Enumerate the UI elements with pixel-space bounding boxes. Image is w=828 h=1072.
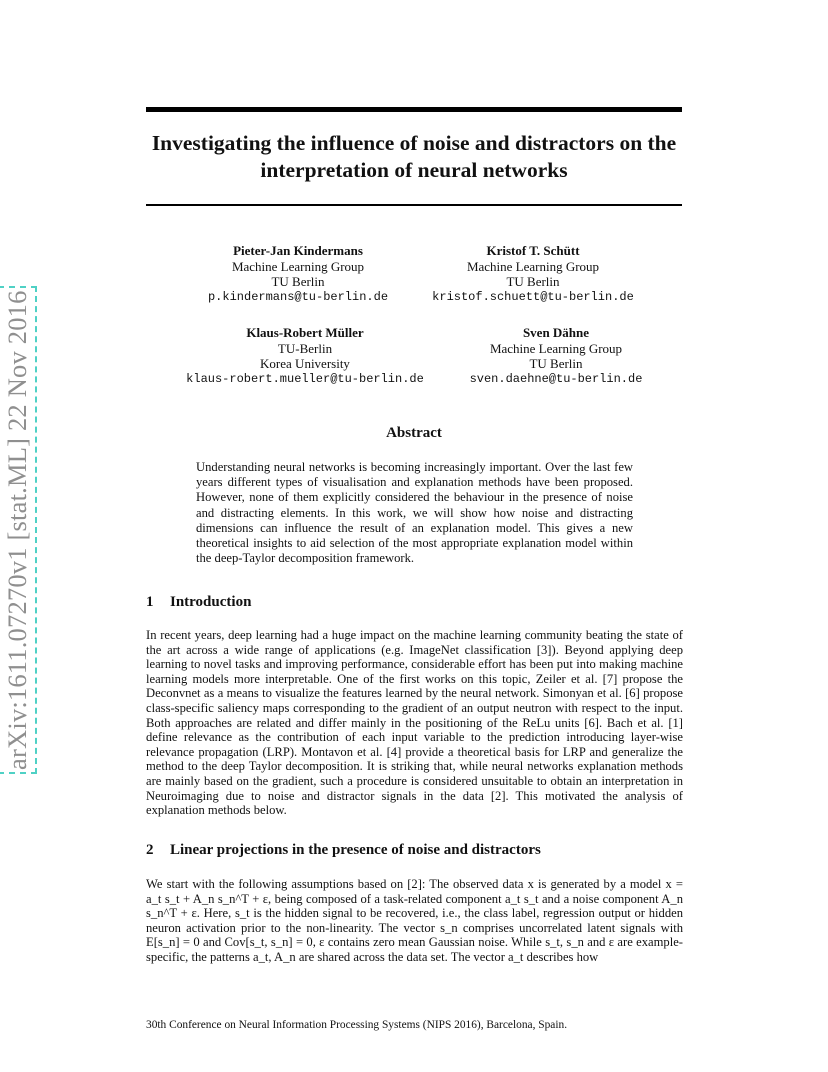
author-block <box>398 243 668 305</box>
section-paragraph: In recent years, deep learning had a huge impact on the machine learning community beating the state of the art across a wide range of applications (e.g. ImageNet classification [3]). Beyond applying deep learning to novel tasks and improving performance, considerable effort has been put into making machine learning models more interpretable. One of the first works on this topic, Zeiler et al. [7] propose the Deconvnet as a means to visualize the features learned by the neural network. Simonyan et al. [6] propose class-specific saliency maps corresponding to the gradient of an output neutron with respect to the input. Both approaches are related and differ mainly in the positioning of the ReLu units [6]. Bach et al. [1] define relevance as the contribution of each input variable to the prediction introducing layer-wise relevance propagation (LRP). Montavon et al. [4] provide a theoretical basis for LRP and generalize the method to the deep Taylor decomposition. It is striking that, while neural networks explanation methods are mainly based on the gradient, such a procedure is considered unsuitable to obtain an interpretation in Neuroimaging due to noise and distractor signals in the data [2]. This motivated the analysis of explanation methods below. <box>146 628 683 818</box>
author-block <box>170 325 440 387</box>
author-affiliation: Machine Learning Group <box>231 258 365 274</box>
author-affiliation: TU Berlin <box>271 274 325 290</box>
author-block <box>163 243 433 305</box>
conference-footer: 30th Conference on Neural Information Processing Systems (NIPS 2016), Barcelona, Spain. <box>146 1019 568 1031</box>
section-heading <box>146 594 251 611</box>
title-bottom-rule <box>146 204 682 206</box>
author-email[interactable]: kristof.schuett@tu-berlin.de <box>432 289 634 304</box>
author-name: Kristof T. Schütt <box>486 243 580 258</box>
title-top-rule <box>146 107 682 112</box>
author-email[interactable]: klaus-robert.mueller@tu-berlin.de <box>186 371 424 386</box>
section-number: 2 <box>146 842 154 858</box>
author-affiliation: TU Berlin <box>506 274 560 290</box>
section-title: Introduction <box>170 594 252 610</box>
arxiv-identifier[interactable]: arXiv:1611.07270v1 [stat.ML] 22 Nov 2016 <box>2 290 32 770</box>
author-name: Klaus-Robert Müller <box>246 325 364 340</box>
section-paragraph: We start with the following assumptions based on [2]: The observed data x is generated by a model x = a_t s_t + A_n s_n^T + ε, being composed of a task-related component a_t s_t and a noise component A_n s_n^T + ε. Here, s_t is the hidden signal to be recovered, i.e., the class label, regression output or hidden neuron activation prior to the non-linearity. The vector s_n comprises uncorrelated latent signals with E[s_n] = 0 and Cov[s_t, s_n] = 0, ε contains zero mean Gaussian noise. While s_t, s_n and ε are example-specific, the patterns a_t, A_n are shared across the data set. The vector a_t describes how <box>146 877 683 964</box>
author-email[interactable]: sven.daehne@tu-berlin.de <box>469 371 643 386</box>
author-affiliation: TU-Berlin <box>277 340 333 356</box>
author-block <box>421 325 691 387</box>
author-affiliation: TU Berlin <box>529 356 583 372</box>
author-affiliation: Machine Learning Group <box>466 258 600 274</box>
section-heading <box>146 842 541 859</box>
author-name: Sven Dähne <box>522 325 590 340</box>
author-email[interactable]: p.kindermans@tu-berlin.de <box>207 289 389 304</box>
abstract-heading: Abstract <box>386 425 442 441</box>
section-number: 1 <box>146 594 154 610</box>
paper-title: Investigating the influence of noise and distractors on the interpretation of neural networks <box>151 131 677 182</box>
author-affiliation: Korea University <box>260 356 350 372</box>
author-name: Pieter-Jan Kindermans <box>233 243 363 258</box>
abstract-text: Understanding neural networks is becoming increasingly important. Over the last few years different types of visualisation and explanation methods have been proposed. However, none of them explicitly considered the behaviour in the presence of noise and distracting elements. In this work, we will show how noise and distracting dimensions can influence the result of an explanation model. This gives a new theoretical insights to aid selection of the most appropriate explanation model within the deep-Taylor decomposition framework. <box>196 460 633 566</box>
section-title: Linear projections in the presence of noise and distractors <box>170 842 541 858</box>
author-affiliation: Machine Learning Group <box>489 340 623 356</box>
